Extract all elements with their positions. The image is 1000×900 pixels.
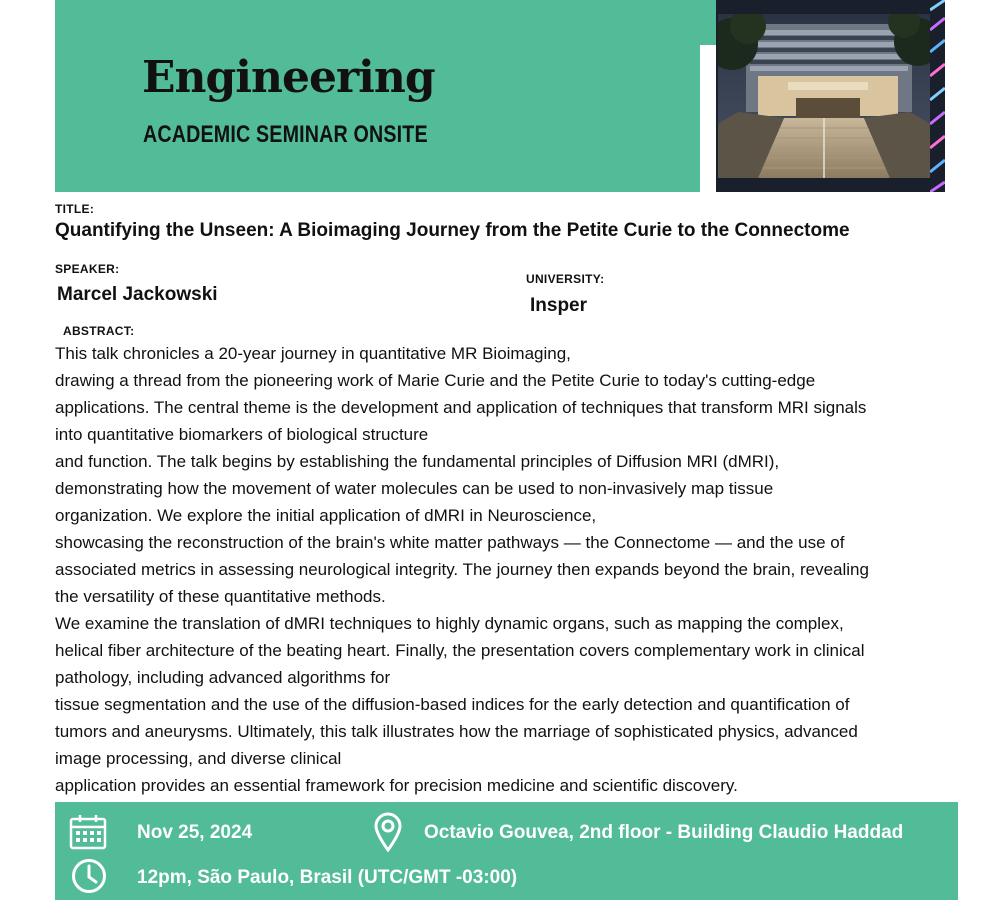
- abstract-line: We examine the translation of dMRI techniques to highly dynamic organs, such as mapping the complex,: [55, 614, 844, 633]
- calendar-icon: [69, 814, 107, 850]
- abstract-line: drawing a thread from the pioneering work of Marie Curie and the Petite Curie to today's cutting-edge: [55, 371, 816, 390]
- abstract-line: associated metrics in assessing neurological integrity. The journey then expands beyond the brain, revealing: [55, 560, 869, 579]
- abstract-line: pathology, including advanced algorithms for: [55, 668, 391, 687]
- building-photo: [718, 14, 930, 178]
- abstract-line: into quantitative biomarkers of biological structure: [55, 425, 429, 444]
- abstract-line: This talk chronicles a 20-year journey in quantitative MR Bioimaging,: [55, 344, 571, 363]
- abstract-line: tissue segmentation and the use of the diffusion-based indices for the early detection and quantification of: [55, 695, 850, 714]
- decorative-stripes: [930, 0, 945, 192]
- title-label: TITLE:: [55, 202, 95, 216]
- event-time: 12pm, São Paulo, Brasil (UTC/GMT -03:00): [137, 867, 518, 888]
- location-pin-icon: [373, 812, 403, 852]
- header-subtitle: ACADEMIC SEMINAR ONSITE: [143, 121, 428, 148]
- abstract-line: helical fiber architecture of the beating heart. Finally, the presentation covers complementary work in clinical: [55, 641, 865, 660]
- abstract-line: image processing, and diverse clinical: [55, 749, 342, 768]
- clock-icon: [71, 858, 107, 894]
- abstract-line: application provides an essential framework for precision medicine and scientific discovery.: [55, 776, 738, 795]
- abstract-line: applications. The central theme is the development and application of techniques that transform MRI signals: [55, 398, 867, 417]
- university-label: UNIVERSITY:: [526, 272, 605, 286]
- footer-bar: [55, 802, 958, 900]
- header-title: Engineering: [142, 52, 435, 103]
- speaker-label: SPEAKER:: [55, 262, 120, 276]
- talk-title: Quantifying the Unseen: A Bioimaging Journey from the Petite Curie to the Connectome: [55, 220, 850, 241]
- abstract-line: organization. We explore the initial application of dMRI in Neuroscience,: [55, 506, 597, 525]
- abstract-label: ABSTRACT:: [63, 324, 135, 338]
- abstract-line: tumors and aneurysms. Ultimately, this talk illustrates how the marriage of sophisticated physics, advanced: [55, 722, 858, 741]
- abstract-line: showcasing the reconstruction of the brain's white matter pathways — the Connectome — and the use of: [55, 533, 845, 552]
- abstract-line: demonstrating how the movement of water molecules can be used to non-invasively map tissue: [55, 479, 774, 498]
- speaker-name: Marcel Jackowski: [57, 284, 218, 305]
- event-date: Nov 25, 2024: [137, 822, 253, 843]
- abstract-line: the versatility of these quantitative methods.: [55, 587, 386, 606]
- abstract-text: [55, 340, 970, 799]
- abstract-line: and function. The talk begins by establishing the fundamental principles of Diffusion MRI (dMRI),: [55, 452, 780, 471]
- university-name: Insper: [530, 295, 588, 316]
- event-location: Octavio Gouvea, 2nd floor - Building Claudio Haddad: [424, 822, 904, 843]
